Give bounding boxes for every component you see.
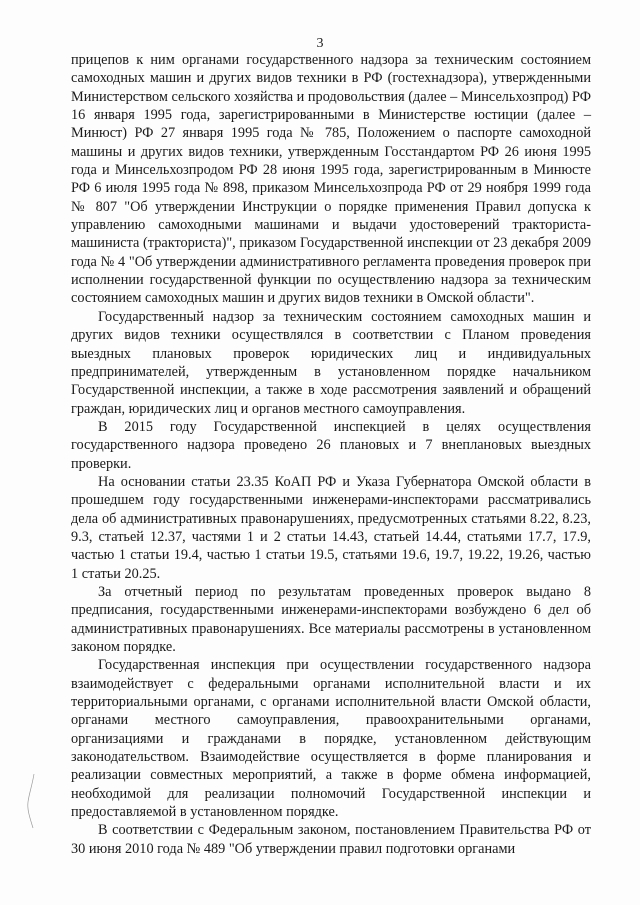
- paragraph-reporting-period: За отчетный период по результатам проведенных проверок выдано 8 предписания, государственными инженерами-инспекторами возбуждено 6 дел об административных правонарушениях. Все материалы рассмотрены в установленном законом порядке.: [71, 583, 591, 655]
- paragraph-administrative-cases: На основании статьи 23.35 КоАП РФ и Указа Губернатора Омской области в прошедшем году государственными инженерами-инспекторами рассматривались дела об административных правонарушениях, предусмотренных статьями 8.22, 8.23, 9.3, статьей 12.37, частями 1 и 2 статьи 14.43, статьей 14.44, статьями 17.7, 17.9, частью 1 статьи 19.4, частью 1 статьи 19.5, статьями 19.6, 19.7, 19.22, 19.26, частью 1 статьи 20.25.: [71, 473, 591, 582]
- page-number: 3: [316, 36, 324, 51]
- paragraph-continuation: прицепов к ним органами государственного надзора за техническим состоянием самоходных машин и других видов техники в РФ (гостехнадзора), утвержденными Министерством сельского хозяйства и продовольствия (далее – Минсельхозпрод) РФ 16 января 1995 года, зарегистрированными в Министерстве юстиции (далее – Минюст) РФ 27 января 1995 года № 785, Положением о паспорте самоходной машины и других видов техники, утвержденным Госстандартом РФ 26 июня 1995 года и Минсельхозпродом РФ 28 июня 1995 года, зарегистрированным в Минюсте РФ 6 июля 1995 года № 898, приказом Минсельхозпрода РФ от 29 ноября 1999 года № 807 "Об утверждении Инструкции о порядке применения Правил допуска к управлению самоходными машинами и выдачи удостоверений тракториста-машиниста (тракториста)", приказом Государственной инспекции от 23 декабря 2009 года № 4 "Об утверждении административного регламента проведения проверок при исполнении государственной функции по осуществлению надзора за техническим состоянием самоходных машин и других видов техники в Омской области".: [71, 52, 591, 307]
- paragraph-inspections-2015: В 2015 году Государственной инспекцией в целях осуществления государственного надзора проведено 26 плановых и 7 внеплановых выездных проверки.: [71, 418, 591, 472]
- paragraph-interaction: Государственная инспекция при осуществлении государственного надзора взаимодействует с федеральными органами исполнительной власти и их территориальными органами, с органами исполнительной власти Омской области, органами местного самоуправления, правоохранительными органами, организациями и гражданами в порядке, установленном действующим законодательством. Взаимодействие осуществляется в форме планирования и реализации совместных мероприятий, а также в форме обмена информацией, необходимой для реализации полномочий Государственной инспекции и предоставляемой в установленном порядке.: [71, 657, 591, 821]
- paragraph-supervision-plan: Государственный надзор за техническим состоянием самоходных машин и других видов техники осуществлялся в соответствии с Планом проведения выездных плановых проверок юридических лиц и индивидуальных предпринимателей, утвержденным в установленном порядке начальником Государственной инспекции, а также в ходе рассмотрения заявлений и обращений граждан, юридических лиц и органов местного самоуправления.: [71, 308, 591, 417]
- document-body: [71, 51, 591, 858]
- scan-artifact-mark: [24, 772, 40, 832]
- paragraph-federal-law: В соответствии с Федеральным законом, постановлением Правительства РФ от 30 июня 2010 года № 489 "Об утверждении правил подготовки органами: [71, 822, 591, 857]
